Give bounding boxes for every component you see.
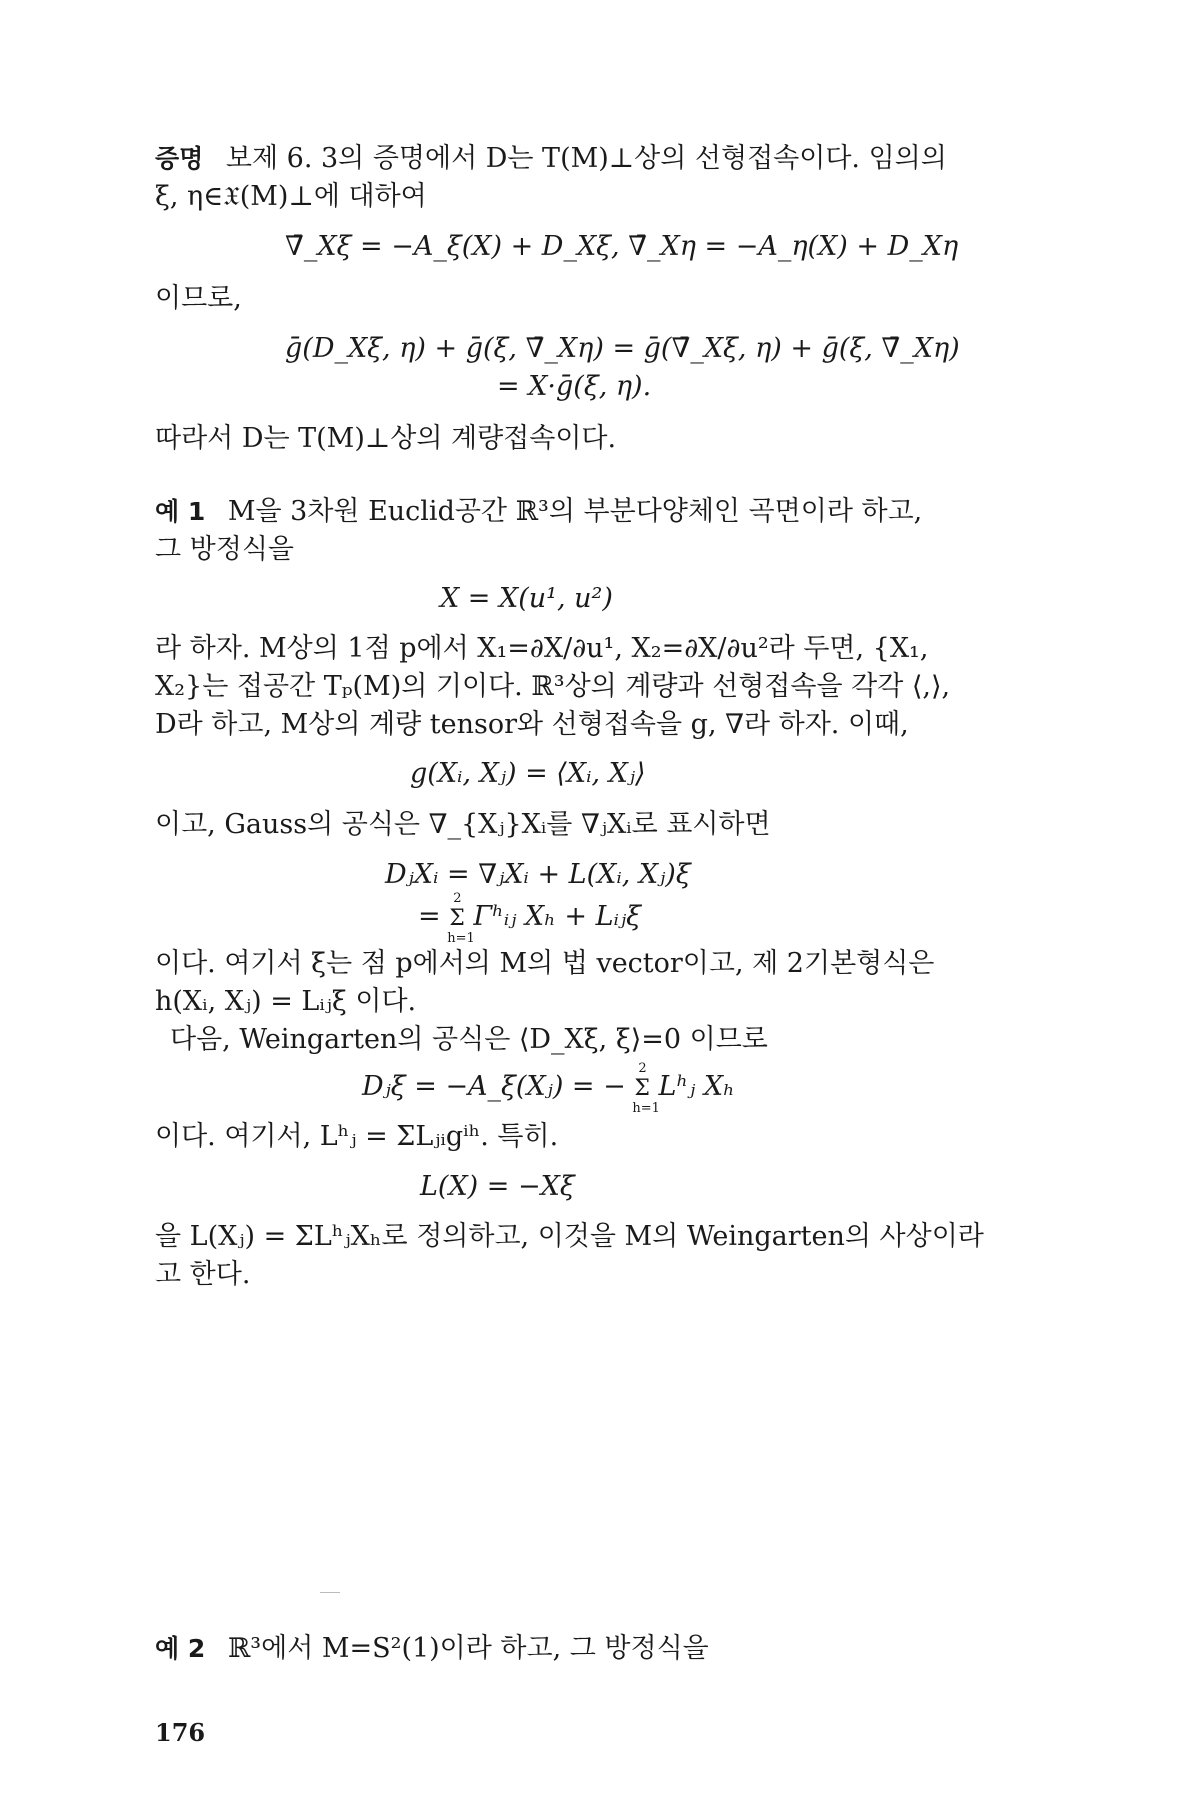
proof-equation-1: ∇̄_Xξ = −A_ξ(X) + D_Xξ, ∇̄_Xη = −A_η(X) + D_Xη xyxy=(285,231,959,262)
example1-line-2: 그 방정식을 xyxy=(155,534,294,565)
summation-lower-limit: h=1 xyxy=(632,1101,660,1116)
summation-symbol xyxy=(447,891,475,946)
example1-text-1: M을 3차원 Euclid공간 ℝ³의 부분다양체인 곡면이라 하고, xyxy=(227,496,923,527)
sigma-icon: Σ xyxy=(634,1076,650,1101)
sigma-icon: Σ xyxy=(449,906,465,931)
proof-line-4: 따라서 D는 T(M)⊥상의 계량접속이다. xyxy=(155,423,617,454)
proof-line-3: 이므로, xyxy=(155,283,242,314)
summation-symbol xyxy=(632,1061,660,1116)
example1-line-9: 다음, Weingarten의 공식은 ⟨D_Xξ, ξ⟩=0 이므로 xyxy=(170,1024,768,1055)
page-number: 176 xyxy=(155,1718,206,1747)
proof-line-2: ξ, η∈𝔛(M)⊥에 대하여 xyxy=(155,181,427,212)
proof-label: 증명 xyxy=(155,144,204,173)
proof-line-1 xyxy=(155,140,947,178)
example1-line-7: 이다. 여기서 ξ는 점 p에서의 M의 법 vector이고, 제 2기본형식은 xyxy=(155,948,935,979)
example1-label: 예 1 xyxy=(155,497,206,526)
example1-line-11: 을 L(Xⱼ) = ΣLʰⱼXₕ로 정의하고, 이것을 M의 Weingarten의 사상이라 xyxy=(155,1221,984,1252)
proof-equation-2b: = X·ḡ(ξ, η). xyxy=(497,371,652,402)
summation-upper-limit: 2 xyxy=(638,1061,647,1076)
example2-text-1: ℝ³에서 M=S²(1)이라 하고, 그 방정식을 xyxy=(227,1633,709,1664)
proof-equation-2a: ḡ(D_Xξ, η) + ḡ(ξ, ∇̄_Xη) = ḡ(∇̄_Xξ, η) + ḡ(ξ, ∇̄_Xη) xyxy=(285,333,960,364)
example1-line-1 xyxy=(155,493,922,531)
example1-equation-5: L(X) = −Xξ xyxy=(420,1171,575,1202)
example1-line-10: 이다. 여기서, Lʰⱼ = ΣLⱼᵢgⁱʰ. 특히. xyxy=(155,1121,559,1152)
equation-3b-equals: = xyxy=(418,901,441,932)
summation-lower-limit: h=1 xyxy=(447,931,475,946)
example2-label: 예 2 xyxy=(155,1634,206,1663)
example1-line-3: 라 하자. M상의 1점 p에서 X₁=∂X/∂u¹, X₂=∂X/∂u²라 두면, {X₁, xyxy=(155,633,929,664)
example1-line-12: 고 한다. xyxy=(155,1259,251,1290)
summation-upper-limit: 2 xyxy=(453,891,462,906)
example1-equation-3b xyxy=(418,891,641,946)
example1-equation-1: X = X(u¹, u²) xyxy=(440,583,613,614)
equation-4-right: Lʰⱼ Xₕ xyxy=(658,1071,735,1102)
divider xyxy=(320,1592,340,1593)
example1-line-5: D라 하고, M상의 계량 tensor와 선형접속을 g, ∇라 하자. 이때, xyxy=(155,709,909,740)
example1-equation-3a: DⱼXᵢ = ∇ⱼXᵢ + L(Xᵢ, Xⱼ)ξ xyxy=(385,859,691,890)
example1-equation-2: g(Xᵢ, Xⱼ) = ⟨Xᵢ, Xⱼ⟩ xyxy=(410,758,646,789)
example1-line-6: 이고, Gauss의 공식은 ∇_{Xⱼ}Xᵢ를 ∇ⱼXᵢ로 표시하면 xyxy=(155,809,771,840)
example1-line-4: X₂}는 접공간 Tₚ(M)의 기이다. ℝ³상의 계량과 선형접속을 각각 ⟨,⟩, xyxy=(155,671,951,702)
example1-equation-4 xyxy=(362,1061,735,1116)
equation-3b-terms: Γʰᵢⱼ Xₕ + Lᵢⱼξ xyxy=(473,901,641,932)
example2-line-1 xyxy=(155,1630,709,1668)
proof-text-1: 보제 6. 3의 증명에서 D는 T(M)⊥상의 선형접속이다. 임의의 xyxy=(225,143,947,174)
equation-4-left: Dⱼξ = −A_ξ(Xⱼ) = − xyxy=(362,1071,626,1102)
example1-line-8: h(Xᵢ, Xⱼ) = Lᵢⱼξ 이다. xyxy=(155,986,417,1017)
